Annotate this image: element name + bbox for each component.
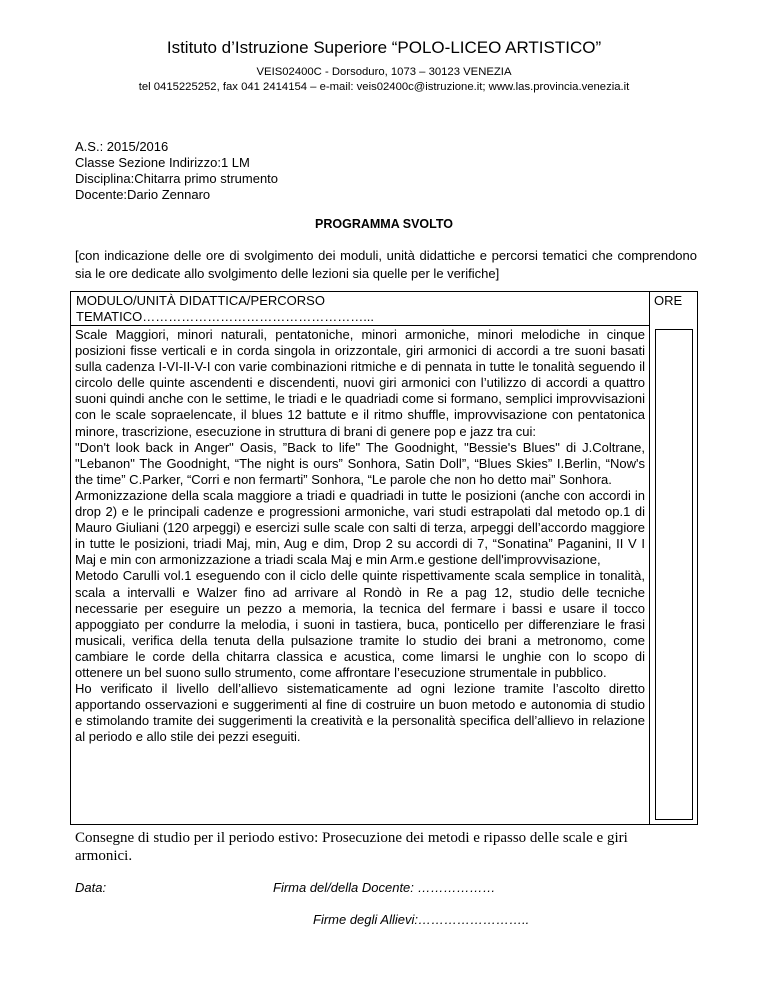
summer-assignment: Consegne di studio per il periodo estivo: Prosecuzione dei metodi e ripasso delle scale e giri armonici. (75, 830, 628, 864)
table-header (76, 293, 644, 324)
program-table (70, 291, 698, 825)
program-paragraph: Armonizzazione della scala maggiore a triadi e quadriadi in tutte le posizioni (anche con accordi in drop 2) e le principali cadenze e progressioni armoniche, vari studi estrapolati dal metodo op.1 di Mauro Giuliani (120 arpeggi) e esercizi sulle scale con salti di terza, arpeggi dell’accordo maggiore in tutte le posizioni, triadi Maj, min, Aug e dim, Drop 2 su accordi di 7, “Sonatina” Paganini, II V I Maj e min con armonizzazione a triadi scala Maj e min Arm.e gestione dell'improvvisazione, (75, 487, 645, 568)
program-note: [con indicazione delle ore di svolgimento dei moduli, unità didattiche e percorsi tematici che comprendono sia le ore dedicate allo svolgimento delle lezioni sia quelle per le verifiche] (75, 248, 697, 281)
program-paragraph: Scale Maggiori, minori naturali, pentatoniche, minori armoniche, minori melodiche in cinque posizioni fisse verticali e in corda singola in orizzontale, giri armonici di accordi a tre suoni basati sulla cadenza I-VI-II-V-I con varie combinazioni ritmiche e di pennata in tutte le tonalità seguendo il circolo delle quinte ascendenti e discendenti, nuovi giri armonici con l’utilizzo di accordi a quattro suoni quindi anche con le settime, le triadi e le quadriadi come si formano, semplici improvvisazioni con le scale sopraelencate, il blues 12 battute e il ritmo shuffle, improvvisazione con pentatonica minore, trascrizione, esecuzione in struttura di brani di genere pop e jazz tra cui: (75, 327, 645, 439)
table-header-line2: TEMATICO……………………………………………... (76, 308, 375, 324)
table-header-line1: MODULO/UNITÀ DIDATTICA/PERCORSO (76, 293, 325, 308)
program-content (75, 327, 645, 745)
class-section: Classe Sezione Indirizzo:1 LM (75, 155, 250, 170)
institute-title: Istituto d’Istruzione Superiore “POLO-LICEO ARTISTICO” (166, 38, 602, 57)
teacher: Docente:Dario Zennaro (75, 187, 211, 202)
school-year: A.S.: 2015/2016 (75, 139, 169, 154)
students-signature: Firme degli Allievi:…………………….. (313, 912, 530, 927)
program-paragraph: Ho verificato il livello dell’allievo sistematicamente ad ogni lezione tramite l’ascolto diretto apportando osservazioni e suggerimenti al fine di costruire un buon metodo e autonomia di studio e stimolando tramite dei suggerimenti la creatività e la personalità specifica dell’allievo in relazione al periodo e allo stile dei pezzi eseguiti. (75, 681, 645, 745)
header-divider (71, 325, 649, 326)
institute-address: VEIS02400C - Dorsoduro, 1073 – 30123 VENEZIA (256, 66, 512, 78)
date-label: Data: (75, 880, 107, 895)
program-title: PROGRAMMA SVOLTO (315, 217, 453, 231)
hours-cell (655, 329, 693, 820)
program-paragraph: "Don't look back in Anger" Oasis, ”Back to life" The Goodnight, "Bessie's Blues" di J.Coltrane, "Lebanon" The Goodnight, “The night is ours” Sonhora, Satin Doll”, “Blues Skies” I.Berlin, “Now's the time” C.Parker, “Corri e non fermarti” Sonhora, “Le parole che non ho detto mai” Sonhora. (75, 439, 645, 487)
subject: Disciplina:Chitarra primo strumento (75, 171, 279, 186)
course-info (75, 139, 278, 203)
institute-contacts: tel 0415225252, fax 041 2414154 – e-mail: veis02400c@istruzione.it; www.las.provincia.venezia.it (138, 81, 630, 93)
hours-header: ORE (654, 293, 683, 308)
teacher-signature: Firma del/della Docente: ……………… (273, 880, 496, 895)
column-divider (649, 292, 650, 824)
program-paragraph: Metodo Carulli vol.1 eseguendo con il ciclo delle quinte rispettivamente scala semplice in tonalità, scala a intervalli e Walzer fino ad arrivare al Rondò in Re a pag 12, studio delle tecniche necessarie per eseguire un pezzo a memoria, la tecnica del fermare i bassi e usare il tocco appoggiato per condurre la melodia, i suoni in tastiera, buca, ponticello per differenziare le frasi musicali, verifica della tenuta della pulsazione tramite lo studio dei brani a metronomo, come cambiare le corde della chitarra classica e acustica, come limarsi le unghie con lo scopo di ottenere un bel suono sullo strumento, come affrontare l’esecuzione strumentale in pubblico. (75, 568, 645, 680)
